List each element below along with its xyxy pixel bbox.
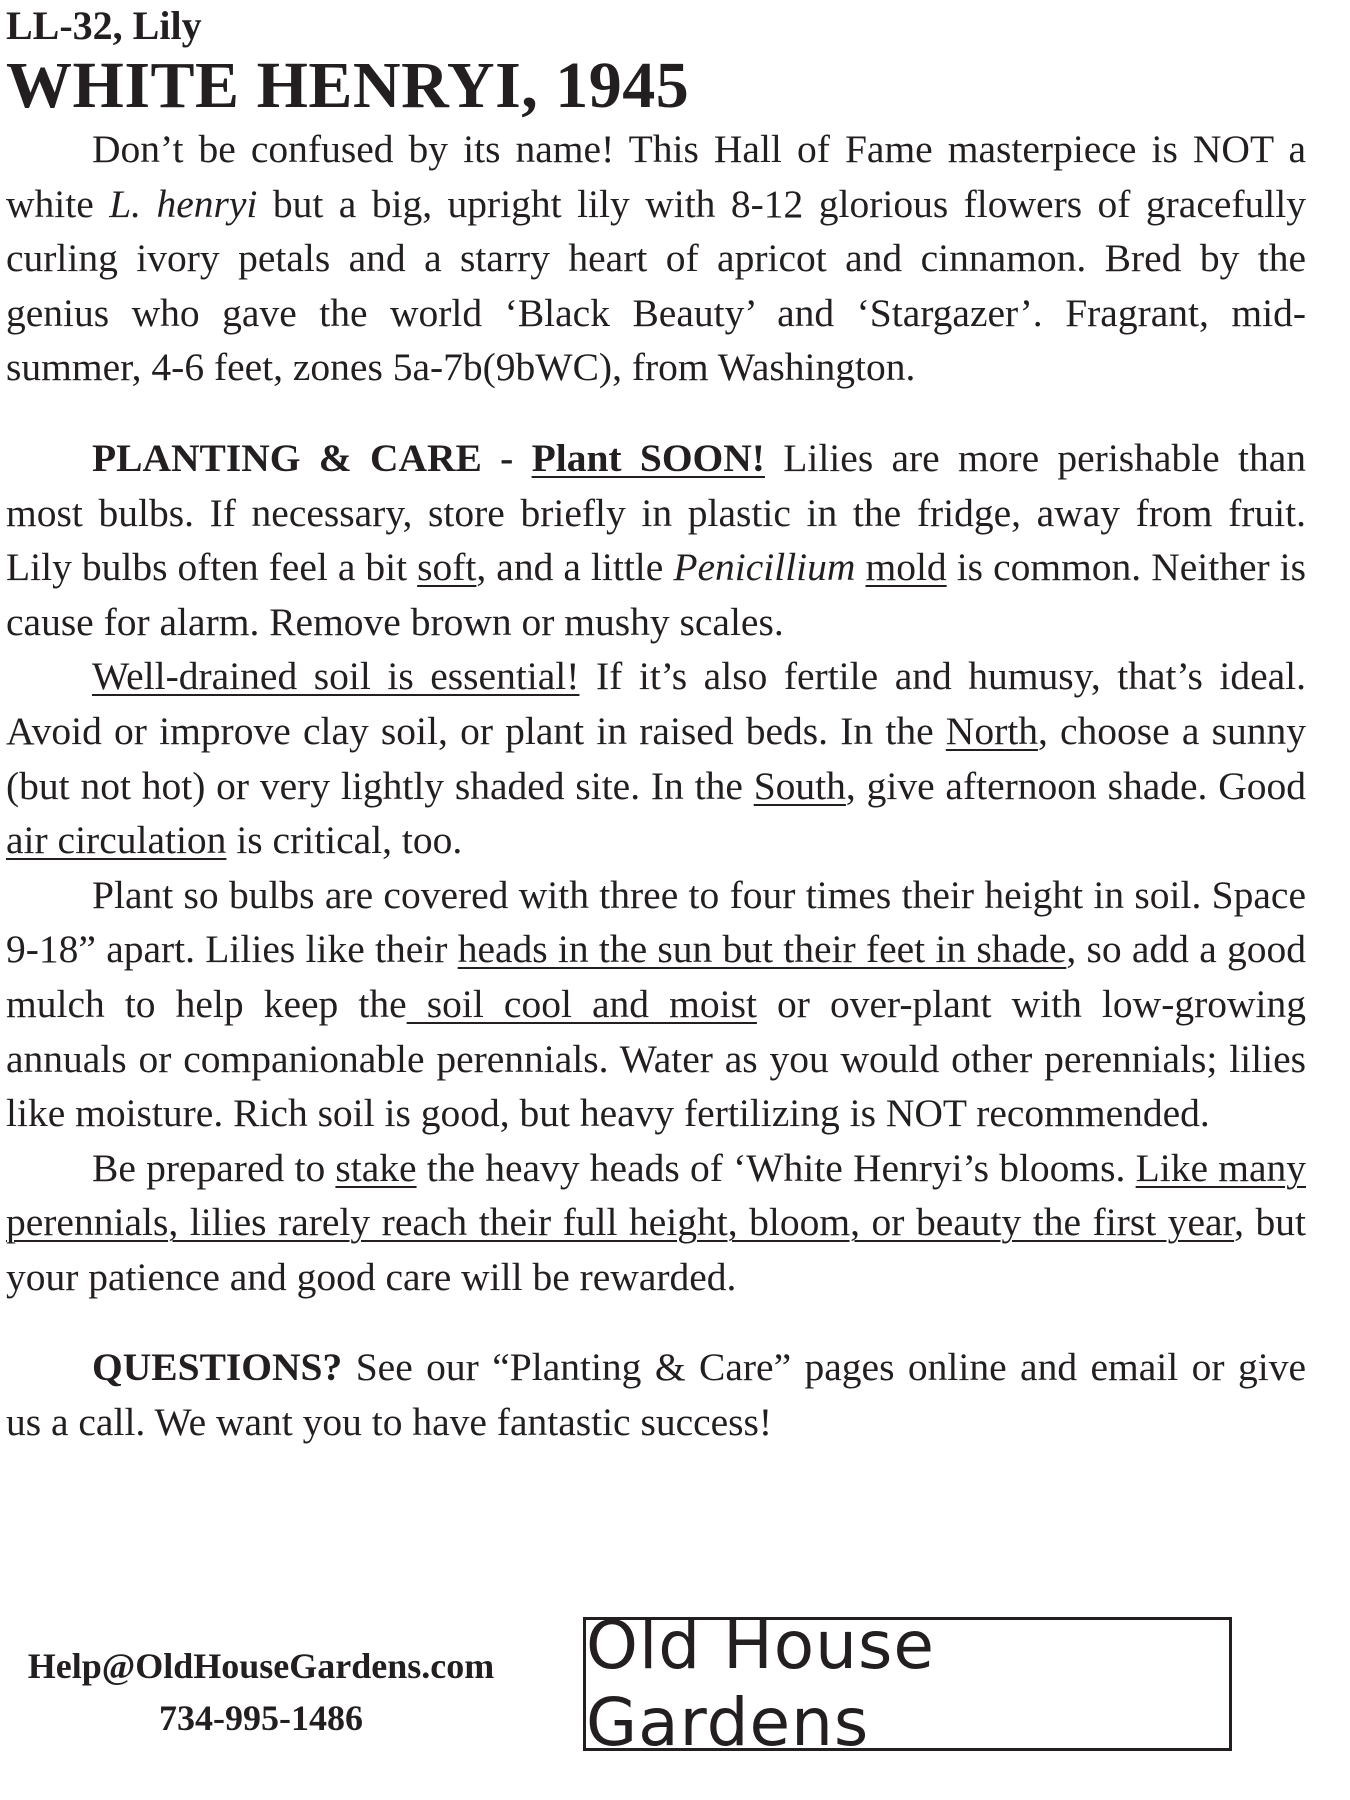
planting-text: Be prepared to <box>92 1145 336 1190</box>
planting-text: is critical, too. <box>226 818 463 863</box>
species-name: L. henryi <box>109 181 258 226</box>
planting-text: is common. Neither is cause for alarm. Remove brown or mushy scales. <box>6 545 1307 644</box>
stake-emphasis: stake <box>335 1145 417 1190</box>
questions-text: See our “Planting & Care” pages online and email or give us a call. We want you to have fantastic success! <box>6 1345 1306 1445</box>
air-circulation-emphasis: air circulation <box>6 818 227 863</box>
brand-logo-text: Old House Gardens <box>586 1607 935 1761</box>
planting-paragraph-3 <box>6 868 1306 1141</box>
questions-heading: QUESTIONS? <box>92 1345 343 1390</box>
contact-block <box>6 1640 516 1744</box>
planting-text: or over-plant with low-growing annuals or companionable perennials. Water as you would other perennials; lilies like moisture. Rich soil is good, but heavy fertilizing is NOT recommended. <box>6 981 1306 1136</box>
south-emphasis: South <box>753 763 846 808</box>
plant-soon-emphasis: Plant SOON! <box>531 435 765 480</box>
product-code: LL-32, Lily <box>6 3 202 48</box>
planting-text: Plant so bulbs are covered with three to four times their height in soil. Space 9-18” apart. Lilies like their <box>6 872 1306 972</box>
heads-in-sun-emphasis: heads in the sun but their feet in shade <box>457 927 1067 972</box>
description-paragraph <box>6 122 1306 395</box>
planting-paragraph-4 <box>6 1141 1306 1305</box>
drained-soil-emphasis: Well-drained soil is essential! <box>92 654 580 699</box>
brand-logo <box>583 1607 1232 1761</box>
planting-text: , give afternoon shade. Good <box>845 763 1306 808</box>
description-text: but a big, upright lily with 8-12 glorious flowers of gracefully curling ivory petals and a starry heart of apricot and cinnamon. Bred by the genius who gave the world ‘Black Beauty’ and ‘Stargazer’. Fragrant, mid-summer, 4-6 feet, zones 5a-7b(9bWC), from Washington. <box>6 181 1306 390</box>
planting-text <box>855 545 865 589</box>
penicillium-term: Penicillium <box>673 545 856 590</box>
planting-paragraph-1 <box>6 431 1306 649</box>
email-link[interactable]: Help@OldHouseGardens.com <box>27 1646 495 1686</box>
planting-text: , but your patience and good care will be rewarded. <box>6 1200 1306 1299</box>
planting-text: , so add a good mulch to help keep the <box>6 927 1307 1026</box>
soft-emphasis: soft <box>417 545 477 590</box>
planting-text: the heavy heads of ‘White Henryi’s blooms. <box>416 1145 1136 1190</box>
mold-emphasis: mold <box>865 545 947 590</box>
phone-number: 734-995-1486 <box>159 1698 363 1738</box>
soil-cool-emphasis: soil cool and moist <box>406 981 757 1026</box>
product-title: WHITE HENRYI, 1945 <box>6 49 690 122</box>
planting-text: If it’s also fertile and humusy, that’s ideal. Avoid or improve clay soil, or plant in raised beds. In the <box>6 654 1307 753</box>
north-emphasis: North <box>945 708 1038 753</box>
document-page <box>6 0 1306 1450</box>
planting-paragraph-2 <box>6 649 1306 867</box>
planting-text: Lilies are more perishable than most bulbs. If necessary, store briefly in plastic in the fridge, away from fruit. Lily bulbs often feel a bit <box>6 435 1306 590</box>
description-text: Don’t be confused by its name! This Hall of Fame masterpiece is NOT a white <box>6 127 1306 226</box>
planting-text: , choose a sunny (but not hot) or very lightly shaded site. In the <box>6 708 1307 808</box>
planting-text: , and a little <box>476 545 674 590</box>
questions-paragraph <box>6 1340 1306 1449</box>
first-year-emphasis: Like many perennials, lilies rarely reach their full height, bloom, or beauty the first year <box>6 1145 1306 1245</box>
planting-heading: PLANTING & CARE - <box>92 435 532 480</box>
